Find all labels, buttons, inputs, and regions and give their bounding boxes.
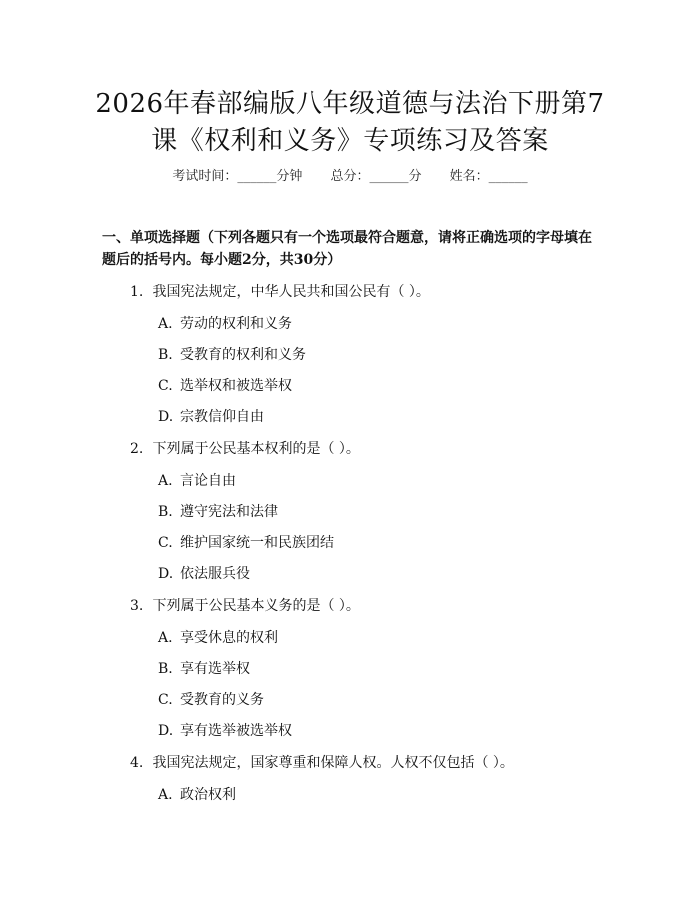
- option-letter: D.: [158, 566, 174, 582]
- option-text: 受教育的义务: [180, 692, 264, 708]
- option-text: 享受休息的权利: [180, 630, 278, 646]
- option-text: 政治权利: [180, 787, 236, 803]
- option: [158, 721, 292, 741]
- option: [158, 533, 334, 553]
- question-number: 1.: [130, 284, 144, 300]
- question-number: 3.: [130, 598, 144, 614]
- option-letter: A.: [158, 787, 173, 803]
- question-text: 我国宪法规定，国家尊重和保障人权。人权不仅包括（ ）。: [152, 755, 514, 771]
- question-1: [130, 282, 430, 302]
- option: [158, 345, 306, 365]
- question-number: 4.: [130, 755, 144, 771]
- option-text: 维护国家统一和民族团结: [180, 535, 334, 551]
- option-letter: B.: [158, 504, 173, 520]
- exam-name-label: 姓名：______: [449, 169, 528, 184]
- document-title-line-1: 2026年春部编版八年级道德与法治下册第7: [95, 89, 605, 119]
- option: [158, 376, 292, 396]
- question-number: 2.: [130, 441, 144, 457]
- option-text: 宗教信仰自由: [180, 409, 264, 425]
- document-title-line-2: 课《权利和义务》专项练习及答案: [151, 126, 549, 156]
- option-text: 受教育的权利和义务: [180, 347, 306, 363]
- question-text: 我国宪法规定，中华人民共和国公民有（ ）。: [152, 284, 430, 300]
- question-text: 下列属于公民基本权利的是（ ）。: [152, 441, 360, 457]
- option: [158, 471, 236, 491]
- option: [158, 690, 264, 710]
- option-letter: B.: [158, 347, 173, 363]
- option-text: 遵守宪法和法律: [180, 504, 278, 520]
- option-text: 享有选举权: [180, 661, 250, 677]
- question-3: [130, 596, 360, 616]
- option: [158, 564, 250, 584]
- question-4: [130, 753, 514, 773]
- question-2: [130, 439, 360, 459]
- option-letter: D.: [158, 723, 174, 739]
- option: [158, 628, 278, 648]
- option: [158, 314, 292, 334]
- option: [158, 407, 264, 427]
- option-letter: A.: [158, 630, 173, 646]
- option-text: 依法服兵役: [180, 566, 250, 582]
- option-letter: D.: [158, 409, 174, 425]
- exam-meta: [0, 167, 700, 187]
- exam-time-label: 考试时间：______分钟: [172, 169, 303, 184]
- option: [158, 785, 236, 805]
- option-letter: C.: [158, 535, 173, 551]
- option-letter: C.: [158, 378, 173, 394]
- option: [158, 659, 250, 679]
- option: [158, 502, 278, 522]
- option-letter: A.: [158, 473, 173, 489]
- option-text: 劳动的权利和义务: [180, 316, 292, 332]
- option-text: 享有选举被选举权: [180, 723, 292, 739]
- option-text: 言论自由: [180, 473, 236, 489]
- question-text: 下列属于公民基本义务的是（ ）。: [152, 598, 360, 614]
- option-letter: A.: [158, 316, 173, 332]
- option-letter: B.: [158, 661, 173, 677]
- option-text: 选举权和被选举权: [180, 378, 292, 394]
- exam-score-label: 总分：______分: [330, 169, 422, 184]
- section-heading: 一、单项选择题（下列各题只有一个选项最符合题意，请将正确选项的字母填在题后的括号内。每小题2分，共30分）: [102, 230, 592, 268]
- option-letter: C.: [158, 692, 173, 708]
